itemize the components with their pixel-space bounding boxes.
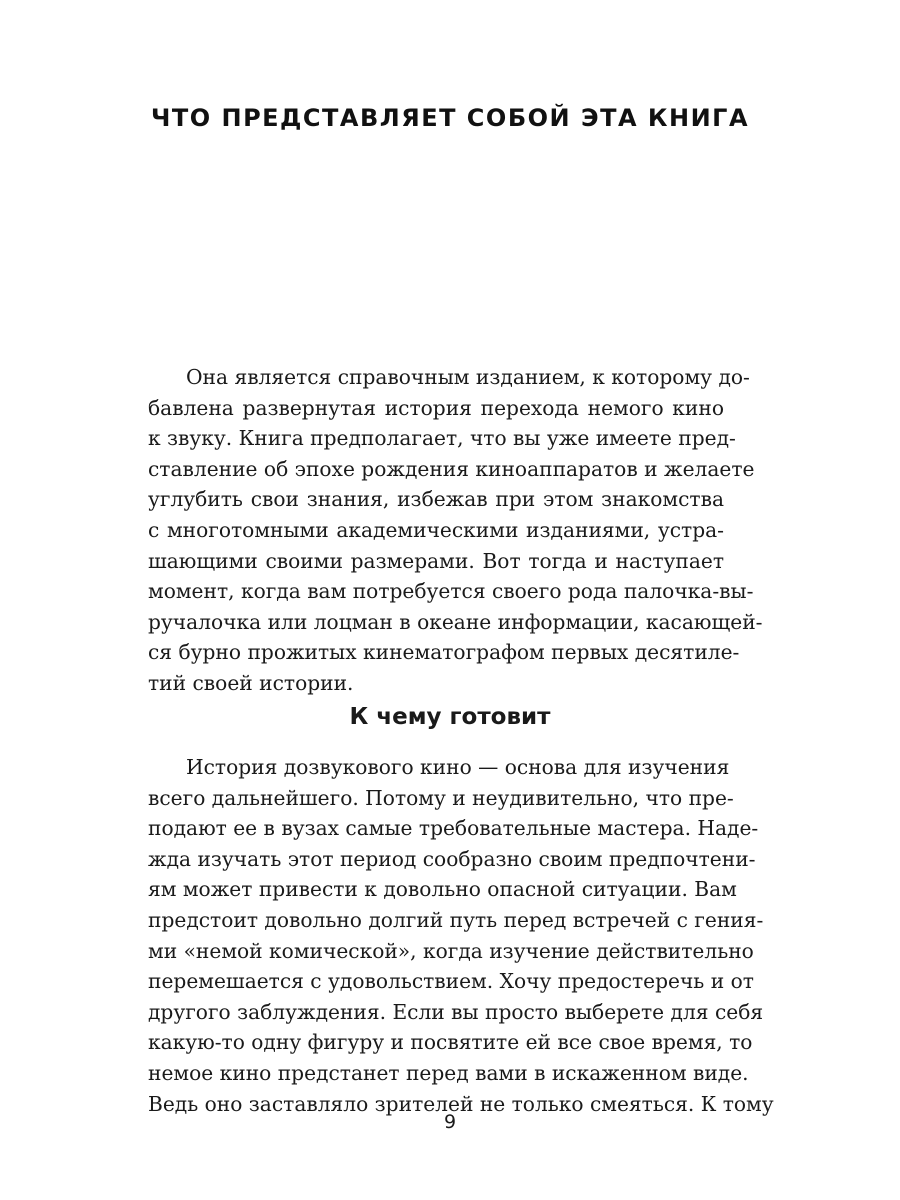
text-line: с многотомными академическими изданиями, устра- — [148, 517, 724, 542]
text-line: всего дальнейшего. Потому и неудивительно, что пре- — [148, 785, 734, 810]
intro-paragraph — [148, 362, 763, 699]
text-line: предстоит довольно долгий путь перед встречей с гения- — [148, 907, 764, 932]
text-line: немое кино предстанет перед вами в искаженном виде. — [148, 1060, 749, 1085]
text-line: История дозвукового кино — основа для изучения — [186, 755, 730, 779]
text-line: момент, когда вам потребуется своего рода палочка-вы- — [148, 579, 754, 604]
text-line: жда изучать этот период сообразно своим предпочтени- — [148, 846, 756, 871]
text-line: Она является справочным изданием, к которому до- — [186, 365, 750, 389]
text-line: перемешается с удовольствием. Хочу предостеречь и от — [148, 969, 754, 994]
chapter-title: ЧТО ПРЕДСТАВЛЯЕТ СОБОЙ ЭТА КНИГА — [150, 104, 750, 132]
text-line: ям может привести к довольно опасной ситуации. Вам — [148, 877, 737, 902]
section-heading: К чему готовит — [349, 704, 551, 730]
page-number: 9 — [443, 1111, 457, 1133]
text-line: ставление об эпохе рождения киноаппаратов и желаете — [148, 456, 755, 481]
text-line: Ведь оно заставляло зрителей не только смеяться. К тому — [148, 1091, 774, 1116]
text-line: другого заблуждения. Если вы просто выберете для себя — [148, 999, 764, 1024]
text-line: ми «немой комической», когда изучение действительно — [148, 938, 754, 963]
text-line: углубить свои знания, избежав при этом знакомства — [148, 487, 724, 512]
section-paragraph — [148, 752, 774, 1119]
text-line: шающими своими размерами. Вот тогда и наступает — [148, 548, 724, 573]
text-line: ся бурно прожитых кинематографом первых десятиле- — [148, 640, 740, 665]
text-line: какую-то одну фигуру и посвятите ей все свое время, то — [148, 1030, 753, 1055]
text-line: подают ее в вузах самые требовательные мастера. Наде- — [148, 816, 759, 841]
text-line: бавлена развернутая история перехода немого кино — [148, 395, 724, 420]
text-line: тий своей истории. — [148, 670, 354, 695]
text-line: ручалочка или лоцман в океане информации, касающей- — [148, 609, 763, 634]
text-line: к звуку. Книга предполагает, что вы уже имеете пред- — [148, 426, 736, 451]
